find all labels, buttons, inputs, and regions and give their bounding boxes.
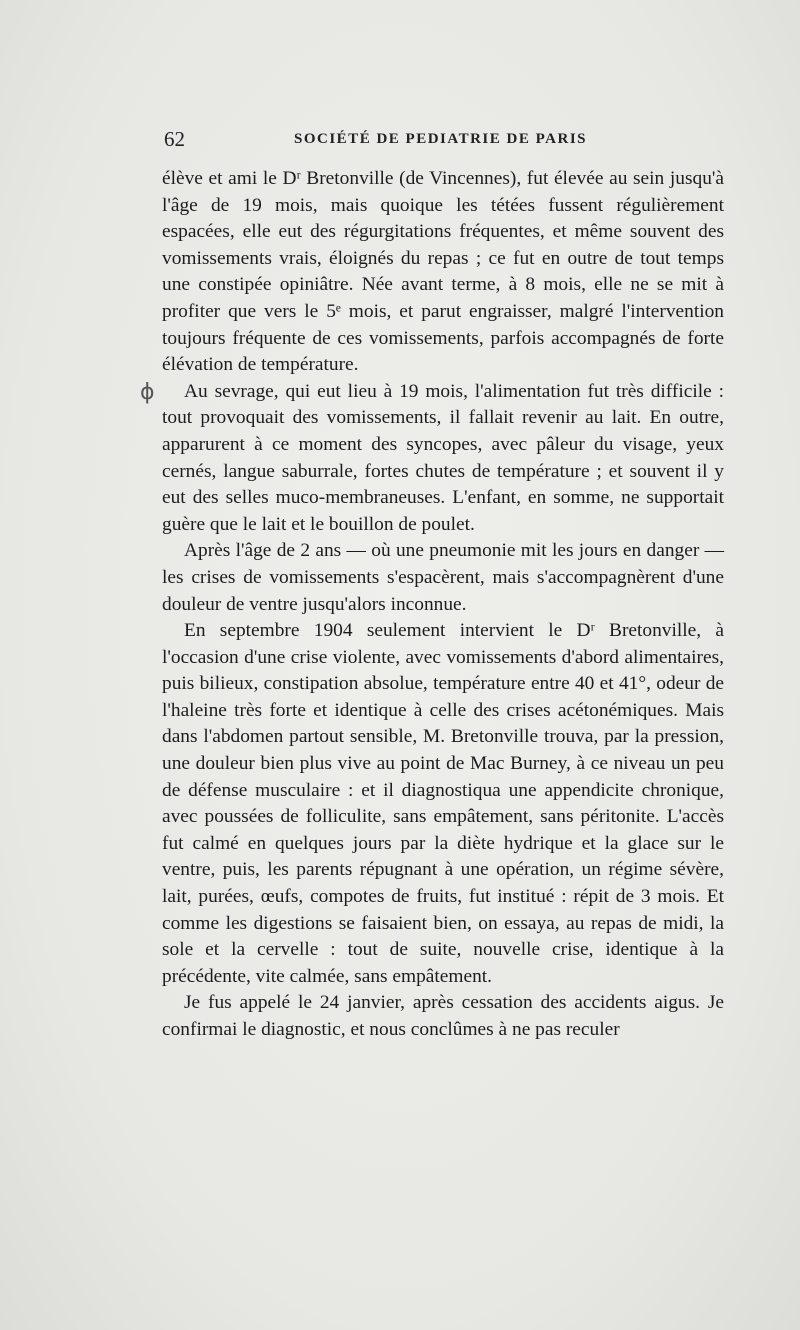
page-header — [164, 127, 724, 157]
page-number: 62 — [164, 127, 185, 151]
paragraph-2: Au sevrage, qui eut lieu à 19 mois, l'alimentation fut très difficile : tout provoquait des vomissements, il fallait revenir au lait. En outre, apparurent à ce moment des syncopes, avec pâleur du visage, yeux cernés, langue saburrale, fortes chutes de température ; et souvent il y eut des selles muco-membraneuses. L'enfant, en somme, ne supportait guère que le lait et le bouillon de poulet. — [162, 380, 724, 535]
paragraph-5: Je fus appelé le 24 janvier, après cessation des accidents aigus. Je confirmai le diagnostic, et nous conclûmes à ne pas reculer — [162, 992, 724, 1040]
paragraph-4: En septembre 1904 seulement intervient le Dʳ Bretonville, à l'occasion d'une crise violente, avec vomissements d'abord alimentaires, puis bilieux, constipation absolue, température entre 40 et 41°, odeur de l'haleine très forte et identique à celle des crises acétonémiques. Mais dans l'abdomen partout sensible, M. Bretonville trouva, par la pression, une douleur bien plus vive au point de Mac Burney, à ce niveau un peu de défense musculaire : et il diagnostiqua une appendicite chronique, avec poussées de folliculite, sans empâtement, sans péritonite. L'accès fut calmé en quelques jours par la diète hydrique et la glace sur le ventre, puis, les parents répugnant à une opération, un régime sévère, lait, purées, œufs, compotes de fruits, fut institué : répit de 3 mois. Et comme les digestions se faisaient bien, on essaya, au repas de midi, la sole et la cervelle : tout de suite, nouvelle crise, identique à la précédente, vite calmée, sans empâtement. — [162, 620, 724, 987]
running-title: SOCIÉTÉ DE PEDIATRIE DE PARIS — [294, 131, 587, 147]
body-text — [162, 166, 724, 1044]
paragraph-3: Après l'âge de 2 ans — où une pneumonie mit les jours en danger — les crises de vomissements s'espacèrent, mais s'accompagnèrent d'une douleur de ventre jusqu'alors inconnue. — [162, 540, 724, 615]
paragraph-1: élève et ami le Dʳ Bretonville (de Vincennes), fut élevée au sein jusqu'à l'âge de 19 mois, mais quoique les tétées fussent régulièrement espacées, elle eut des régurgitations fréquentes, et même souvent des vomissements vrais, éloignés du repas ; ce fut en outre de tout temps une constipée opiniâtre. Née avant terme, à 8 mois, elle ne se mit à profiter que vers le 5ᵉ mois, et parut engraisser, malgré l'intervention toujours fréquente de ces vomissements, parfois accompagnés de forte élévation de température. — [162, 168, 724, 376]
margin-annotation-mark: ɸ — [140, 380, 155, 405]
